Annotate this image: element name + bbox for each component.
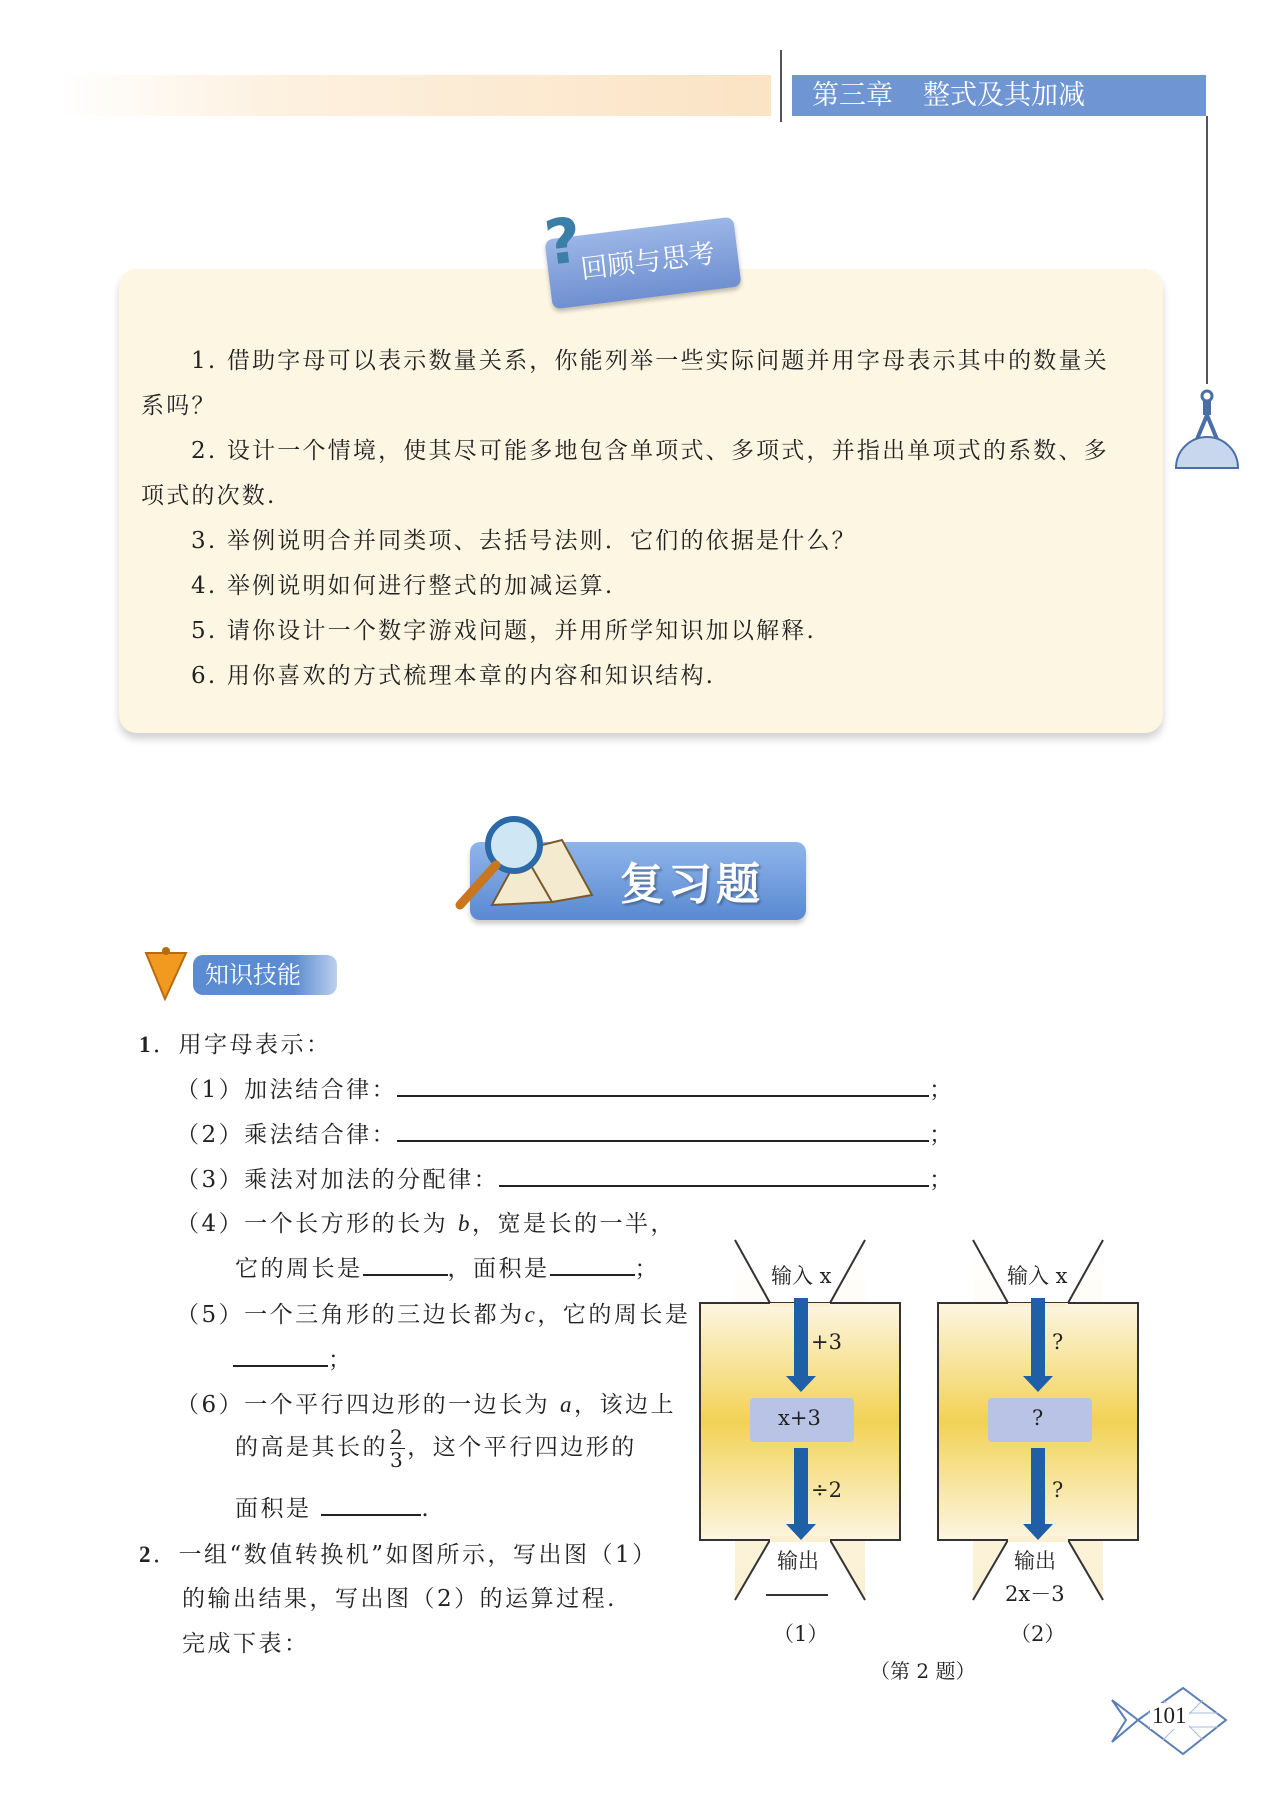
machine-1-op2: ÷2 <box>811 1478 842 1502</box>
figure-caption: （第 2 题） <box>870 1659 976 1683</box>
question-1: 1．用字母表示： <box>139 1032 332 1058</box>
machine-2-label: （2） <box>1010 1622 1066 1646</box>
answer-blank[interactable] <box>397 1075 929 1097</box>
machine-1-output: 输出 <box>777 1549 819 1573</box>
question-1-part-6-cont: 的高是其长的 $\frac{2}{3}$ ，这个平行四边形的 <box>235 1425 637 1472</box>
question-2-cont: 的输出结果，写出图（2）的运算过程. <box>182 1586 617 1612</box>
review-item-6: 6. 用你喜欢的方式梳理本章的内容和知识结构. <box>191 663 716 689</box>
question-1-part-1: （1）加法结合律： ； <box>176 1077 955 1103</box>
diamond-pointer-icon <box>143 945 189 1001</box>
answer-blank[interactable] <box>550 1254 635 1276</box>
review-item-2: 2. 设计一个情境，使其尽可能多地包含单项式、多项式，并指出单项式的系数、多 <box>191 438 1109 464</box>
review-item-3: 3. 举例说明合并同类项、去括号法则．它们的依据是什么？ <box>191 528 857 554</box>
answer-blank[interactable] <box>363 1254 448 1276</box>
review-item-2-cont: 项式的次数. <box>141 483 277 509</box>
question-1-part-5-cont: ； <box>233 1341 354 1374</box>
review-item-5: 5. 请你设计一个数字游戏问题，并用所学知识加以解释. <box>191 618 816 644</box>
machine-1-middle: x+3 <box>778 1406 821 1430</box>
review-item-1: 1. 借助字母可以表示数量关系，你能列举一些实际问题并用字母表示其中的数量关 <box>191 348 1109 374</box>
book-magnifier-icon <box>452 810 602 920</box>
question-1-part-6: （6）一个平行四边形的一边长为 a，该边上 <box>176 1392 676 1418</box>
question-1-part-3: （3）乘法对加法的分配律： ； <box>176 1167 955 1193</box>
question-2: 2．一组“数值转换机”如图所示，写出图（1） <box>139 1542 658 1568</box>
answer-blank[interactable] <box>397 1120 929 1142</box>
machine-2-result: 2x－3 <box>1005 1582 1065 1606</box>
chapter-title: 整式及其加减 <box>923 80 1085 111</box>
number-converter-figure <box>690 1230 1170 1630</box>
question-1-part-4: （4）一个长方形的长为 b，宽是长的一半， <box>176 1211 676 1237</box>
review-item-4: 4. 举例说明如何进行整式的加减运算. <box>191 573 615 599</box>
question-2-cont2: 完成下表： <box>182 1631 310 1657</box>
margin-line <box>1206 116 1208 384</box>
answer-blank[interactable] <box>321 1494 421 1516</box>
machine-2-input: 输入 x <box>1007 1264 1068 1288</box>
review-exercises-title: 复习题 <box>620 859 764 910</box>
machine-2-middle: ? <box>1032 1406 1044 1430</box>
machine-1-op1: +3 <box>811 1330 842 1354</box>
chapter-number: 第三章 <box>812 80 893 111</box>
review-item-1-cont: 系吗？ <box>141 393 217 419</box>
machine-1-label: （1） <box>773 1622 829 1646</box>
machine-2-output: 输出 <box>1014 1549 1056 1573</box>
question-mark-icon: ? <box>540 203 586 280</box>
question-1-part-5: （5）一个三角形的三边长都为c，它的周长是 <box>176 1302 691 1328</box>
chapter-header <box>792 75 1206 116</box>
question-1-part-2: （2）乘法结合律： ； <box>176 1122 955 1148</box>
machine-2-op1: ? <box>1052 1330 1064 1354</box>
answer-blank[interactable] <box>233 1345 328 1367</box>
header-divider <box>780 50 782 122</box>
page-number: 101 <box>1152 1703 1187 1728</box>
compass-protractor-icon <box>1172 388 1242 474</box>
machine-1-input: 输入 x <box>771 1264 832 1288</box>
fraction: $\frac{2}{3}$ <box>390 1425 406 1472</box>
question-1-part-4-cont: 它的周长是 ，面积是 ； <box>235 1256 660 1282</box>
answer-blank[interactable] <box>499 1165 929 1187</box>
section-knowledge-skills: 知识技能 <box>193 955 337 995</box>
header-gradient-strip <box>58 75 771 116</box>
question-1-part-6-cont2: 面积是 . <box>235 1496 432 1522</box>
machine-2-op2: ? <box>1052 1478 1064 1502</box>
review-badge: 回顾与思考 <box>544 217 741 310</box>
